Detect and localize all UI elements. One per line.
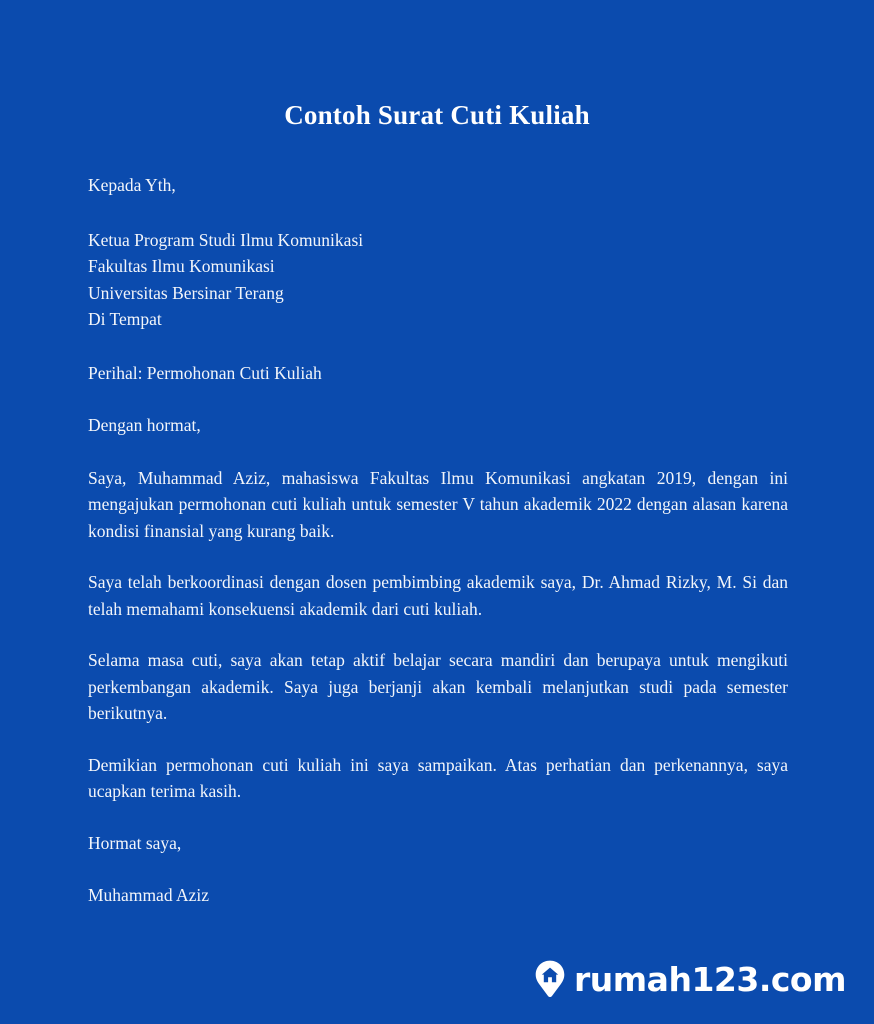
body-paragraph-1: Saya, Muhammad Aziz, mahasiswa Fakultas Ilmu Komunikasi angkatan 2019, dengan ini mengajukan permohonan cuti kuliah untuk semester V tahun akademik 2022 dengan alasan karena kondisi finansial yang kurang baik. (88, 467, 788, 541)
letter-body (88, 172, 788, 909)
logo-wordmark: rumah123.com (574, 959, 846, 999)
body-paragraph-4: Demikian permohonan cuti kuliah ini saya sampaikan. Atas perhatian dan perkenannya, saya ucapkan terima kasih. (88, 754, 788, 801)
subject-line: Perihal: Permohonan Cuti Kuliah (88, 362, 322, 383)
recipient-address (88, 227, 788, 333)
body-paragraph-3: Selama masa cuti, saya akan tetap aktif belajar secara mandiri dan berupaya untuk mengikuti perkembangan akademik. Saya juga berjanji akan kembali melanjutkan studi pada semester berikutnya. (88, 650, 788, 723)
map-pin-house-icon (535, 960, 565, 998)
body-paragraph-2: Saya telah berkoordinasi dengan dosen pembimbing akademik saya, Dr. Ahmad Rizky, M. Si dan telah memahami konsekuensi akademik dari cuti kuliah. (88, 572, 788, 619)
address-line-3: Universitas Bersinar Terang (88, 282, 284, 303)
signature-name: Muhammad Aziz (88, 885, 210, 905)
rumah123-logo (535, 960, 846, 998)
address-line-2: Fakultas Ilmu Komunikasi (88, 256, 275, 276)
address-line-1: Ketua Program Studi Ilmu Komunikasi (88, 229, 364, 250)
greeting-line: Dengan hormat, (88, 415, 201, 435)
page-title: Contoh Surat Cuti Kuliah (284, 100, 590, 130)
closing-line: Hormat saya, (88, 832, 182, 853)
address-line-4: Di Tempat (88, 309, 162, 329)
salutation-line: Kepada Yth, (88, 175, 176, 195)
